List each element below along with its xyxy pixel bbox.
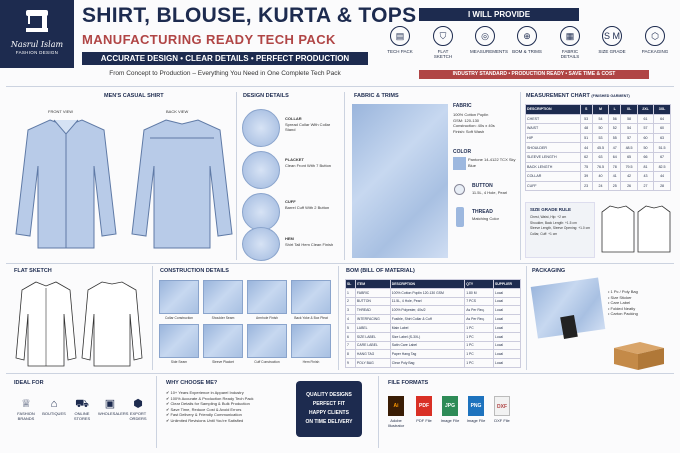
color-value: Pantone 14-4122 TCX Sky Blue bbox=[468, 157, 516, 168]
grade-rule: Chest, Waist, Hip: +2 cm bbox=[530, 215, 567, 219]
construction-label: Sleeve Placket bbox=[212, 360, 234, 364]
brand-logo bbox=[0, 0, 74, 68]
why-item: ✔ 10+ Years Experience in Apparel Industry bbox=[166, 390, 244, 395]
construction-image bbox=[203, 280, 243, 314]
divider bbox=[344, 92, 345, 260]
construction-label: Hem Finish bbox=[302, 360, 320, 364]
why-item: ✔ Save Time, Reduce Cost & Avoid Errors bbox=[166, 406, 242, 412]
provide-item: ⛉ FLAT SKETCH bbox=[428, 26, 458, 59]
file-heading: FILE FORMATS bbox=[388, 380, 429, 386]
fabric-label: FABRIC bbox=[453, 103, 472, 109]
boxes-icon: ▣ bbox=[104, 398, 116, 410]
measurement-table bbox=[525, 104, 671, 191]
fabric-desc: 100% Cotton Poplin GSM: 120-130 Construction: 40s x 40s Finish: Soft Wash bbox=[453, 112, 495, 134]
mens-heading: MEN'S CASUAL SHIRT bbox=[104, 93, 164, 99]
packaging-item: • Carton Packing bbox=[608, 311, 638, 316]
feature-bar: INDUSTRY STANDARD • PRODUCTION READY • SAVE TIME & COST bbox=[419, 70, 649, 79]
packaging-heading: PACKAGING bbox=[532, 268, 566, 274]
divider bbox=[236, 92, 237, 260]
dress-icon: ♕ bbox=[21, 398, 31, 410]
table-row: BACK LENGTH 75 76.5 78 79.5 81 82.5 bbox=[526, 162, 671, 172]
table-header: SL ITEM DESCRIPTION QTY SUPPLIER bbox=[346, 280, 521, 289]
main-title: SHIRT, BLOUSE, KURTA & TOPS bbox=[82, 4, 417, 27]
brand-name: Nasrul Islam bbox=[10, 40, 64, 49]
shirt-icon: ⛉ bbox=[433, 26, 453, 46]
size-grade-box bbox=[525, 202, 595, 258]
file-format-item: JPG Image File bbox=[440, 396, 460, 423]
thread-label: THREAD bbox=[472, 209, 493, 215]
ideal-item: ⬢ EXPORT ORDERS bbox=[126, 397, 150, 421]
file-format-item: Ai Adobe Illustrator bbox=[386, 396, 406, 428]
table-row: WAIST 48 50 52 54 57 60 bbox=[526, 124, 671, 134]
ideal-item: ⌂ BOUTIQUES bbox=[42, 398, 66, 416]
provide-item: ▤ TECH PACK bbox=[385, 26, 415, 54]
file-format-item: PNG Image File bbox=[466, 396, 486, 423]
thread-spool bbox=[456, 207, 464, 227]
button-swatch bbox=[454, 184, 465, 195]
export-box-icon: ⬢ bbox=[133, 398, 143, 410]
table-row: CHEST 53 54 56 58 61 64 bbox=[526, 114, 671, 124]
why-list bbox=[166, 390, 286, 423]
fabric-swatch bbox=[352, 104, 448, 258]
packaging-item: • Size Sticker bbox=[608, 294, 632, 300]
ideal-heading: IDEAL FOR bbox=[14, 380, 44, 386]
shop-icon: ⌂ bbox=[50, 398, 58, 410]
packaging-item: • Folded Neatly bbox=[608, 305, 636, 311]
table-row: 3 THREAD 100% Polyester, 40s/2 As Per Req. Local bbox=[346, 306, 521, 315]
placket-detail-image bbox=[242, 151, 280, 189]
provide-item: ▦ FABRIC DETAILS bbox=[555, 26, 585, 59]
divider bbox=[378, 376, 379, 448]
construction-label: Collar Construction bbox=[164, 316, 194, 320]
png-icon: PNG bbox=[468, 396, 484, 416]
divider bbox=[520, 92, 521, 260]
design-heading: DESIGN DETAILS bbox=[243, 93, 289, 99]
construction-image bbox=[291, 280, 331, 314]
table-row: 1 FABRIC 100% Cotton Poplin 120-130 GSM 1.80 M Local bbox=[346, 288, 521, 297]
size-grade-heading: SIZE GRADE RULE bbox=[530, 207, 572, 212]
why-item: ✔ 100% Accurate & Production Ready Tech Pack bbox=[166, 395, 254, 401]
divider bbox=[6, 263, 674, 264]
provide-item: ◎ MEASUREMENTS bbox=[470, 26, 500, 54]
thread-value: Matching Color bbox=[472, 216, 499, 221]
brand-tagline: FASHION DESIGN bbox=[15, 50, 59, 55]
file-format-item: PDF PDF File bbox=[414, 396, 434, 423]
dxf-icon: DXF bbox=[494, 396, 510, 416]
construction-heading: CONSTRUCTION DETAILS bbox=[160, 268, 229, 274]
table-row: CUFF 23 24 25 26 27 28 bbox=[526, 181, 671, 191]
table-row: SLEEVE LENGTH 62 63 64 65 66 67 bbox=[526, 152, 671, 162]
flat-sketch-drawing bbox=[14, 278, 144, 368]
provide-item: S M SIZE GRADE bbox=[597, 26, 627, 54]
construction-image bbox=[159, 280, 199, 314]
divider bbox=[6, 86, 674, 87]
design-item: PLACKET Clean Front With 7 Button bbox=[285, 157, 332, 168]
collar-detail-image bbox=[242, 109, 280, 147]
table-row: COLLAR 39 40 41 42 43 44 bbox=[526, 172, 671, 182]
ideal-item: ▣ WHOLESALERS bbox=[98, 398, 129, 416]
carton-box-icon bbox=[610, 336, 668, 372]
size-icon: S M bbox=[602, 26, 622, 46]
tape-icon: ◎ bbox=[475, 26, 495, 46]
divider bbox=[156, 376, 157, 448]
why-item: ✔ Clear Details for Sampling & Bulk Production bbox=[166, 401, 250, 406]
provide-item: ⬡ PACKAGING bbox=[640, 26, 670, 54]
table-row: 2 BUTTON 11.5L, 4 Hole, Pearl 7 PCS Local bbox=[346, 297, 521, 306]
shirt-back-illustration bbox=[130, 116, 234, 252]
table-row: SHOULDER 44 45.5 47 48.5 50 51.5 bbox=[526, 143, 671, 153]
divider bbox=[526, 266, 527, 370]
construction-image bbox=[203, 324, 243, 358]
pdf-icon: PDF bbox=[416, 396, 432, 416]
packaging-list bbox=[608, 289, 638, 317]
shirt-front-illustration bbox=[14, 116, 118, 252]
cart-icon: ⛟ bbox=[75, 398, 89, 410]
construction-label: Cuff Construction bbox=[254, 360, 280, 364]
box-icon: ⬡ bbox=[645, 26, 665, 46]
color-label: COLOR bbox=[453, 149, 472, 155]
why-heading: WHY CHOOSE ME? bbox=[166, 380, 218, 386]
back-view-label: BACK VIEW bbox=[166, 109, 189, 114]
file-format-item: DXF DXF File bbox=[492, 396, 512, 423]
table-row: 6 SIZE LABEL Size Label (S-3XL) 1 PC Local bbox=[346, 332, 521, 341]
ideal-item: ⛟ ONLINE STORES bbox=[70, 397, 94, 421]
quality-badge: QUALITY DESIGNS PERFECT FIT HAPPY CLIENTS ON TIME DELIVERY bbox=[296, 381, 362, 437]
why-item: ✔ Fast Delivery & Friendly Communication bbox=[166, 412, 242, 417]
table-row: 9 POLY BAG Clear Poly Bag 1 PC Local bbox=[346, 359, 521, 368]
sub-title: MANUFACTURING READY TECH PACK bbox=[82, 32, 336, 47]
why-item: ✔ Unlimited Revisions Until You're Satisfied bbox=[166, 417, 244, 423]
jpg-icon: JPG bbox=[442, 396, 458, 416]
construction-image bbox=[159, 324, 199, 358]
tag-bar: ACCURATE DESIGN • CLEAR DETAILS • PERFECT PRODUCTION bbox=[82, 52, 368, 65]
button-label: BUTTON bbox=[472, 183, 493, 189]
button-value: 11.5L, 4 Hole, Pearl bbox=[472, 190, 508, 195]
packaging-item: • 1 Pc / Poly Bag bbox=[608, 289, 638, 294]
bom-heading: BOM (BILL OF MATERIAL) bbox=[346, 268, 415, 274]
design-item: HEM Shirt Tail Hem Clean Finish bbox=[285, 236, 334, 247]
table-header: DESCRIPTION S M L XL 2XL 3XL bbox=[526, 105, 671, 115]
construction-label: Back Yoke & Box Pleat bbox=[294, 316, 328, 320]
provide-heading: I WILL PROVIDE bbox=[419, 8, 579, 21]
fabric-icon: ▦ bbox=[560, 26, 580, 46]
cuff-detail-image bbox=[242, 193, 280, 231]
construction-image bbox=[291, 324, 331, 358]
construction-label: Shoulder Seam bbox=[211, 316, 235, 320]
table-row: 8 HANG TAG Paper Hang Tag 1 PC Local bbox=[346, 350, 521, 359]
divider bbox=[152, 266, 153, 370]
grade-rule: Shoulder, Back Length: +1.5 cm bbox=[530, 220, 577, 225]
sewing-machine-icon bbox=[24, 6, 50, 36]
divider bbox=[338, 266, 339, 370]
provide-item: ⊕ BOM & TRIMS bbox=[512, 26, 542, 54]
ideal-item: ♕ FASHION BRANDS bbox=[14, 397, 38, 421]
grade-rule: Sleeve Length, Sleeve Opening: +1.0 cm bbox=[530, 226, 591, 230]
table-row: 4 INTERFACING Fusible, Shirt Collar & Cuff As Per Req. Local bbox=[346, 315, 521, 324]
packaging-item: • Care Label bbox=[608, 300, 631, 305]
measurement-heading: MEASUREMENT CHART (FINISHED GARMENT) bbox=[526, 93, 630, 99]
flat-heading: FLAT SKETCH bbox=[14, 268, 52, 274]
button-icon: ⊕ bbox=[517, 26, 537, 46]
table-row: 5 LABEL Main Label 1 PC Local bbox=[346, 323, 521, 332]
table-row: HIP 51 53 55 57 60 63 bbox=[526, 133, 671, 143]
design-item: CUFF Barrel Cuff With 2 Button bbox=[285, 199, 330, 210]
construction-image bbox=[247, 280, 287, 314]
design-item: COLLAR Spread Collar With Collar Stand bbox=[285, 116, 331, 132]
construction-image bbox=[247, 324, 287, 358]
color-chip bbox=[453, 157, 466, 170]
front-view-label: FRONT VIEW bbox=[48, 109, 74, 114]
fabric-heading: FABRIC & TRIMS bbox=[354, 93, 399, 99]
construction-label: Side Seam bbox=[170, 360, 188, 364]
provide-list bbox=[383, 26, 675, 64]
subtitle: From Concept to Production – Everything You Need in One Complete Tech Pack bbox=[109, 70, 341, 77]
construction-label: Armhole Finish bbox=[256, 316, 278, 320]
divider bbox=[6, 373, 674, 374]
hem-detail-image bbox=[242, 227, 280, 261]
illustrator-icon: Ai bbox=[388, 396, 404, 416]
bom-table bbox=[345, 279, 521, 368]
measure-sketch bbox=[600, 204, 672, 254]
grade-rule: Collar, Cuff: +1 cm bbox=[530, 231, 558, 236]
document-icon: ▤ bbox=[390, 26, 410, 46]
table-row: 7 CARE LABEL Satin Care Label 1 PC Local bbox=[346, 341, 521, 350]
